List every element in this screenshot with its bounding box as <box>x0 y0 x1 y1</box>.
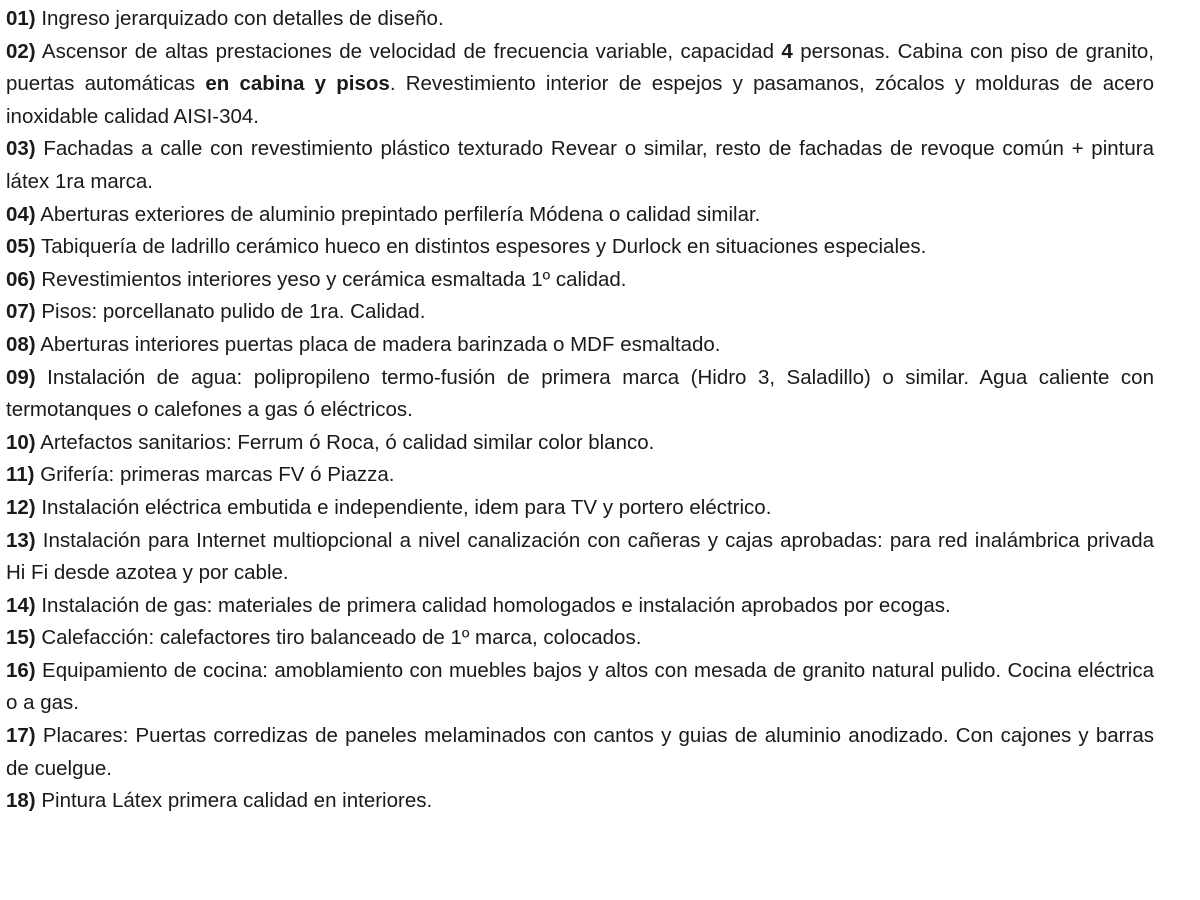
item-number: 11) <box>6 463 35 487</box>
spec-item-18 <box>6 785 1154 818</box>
spec-item-07 <box>6 296 1154 329</box>
item-text: Ingreso jerarquizado con detalles de diseño. <box>41 7 444 30</box>
specifications-document <box>6 3 1154 818</box>
item-text: Revestimientos interiores yeso y cerámica esmaltada 1º calidad. <box>41 267 627 291</box>
item-text: Pisos: porcellanato pulido de 1ra. Calidad. <box>41 300 426 324</box>
item-text-bold: en cabina y pisos <box>205 72 390 96</box>
item-text: Tabiquería de ladrillo cerámico hueco en distintos espesores y Durlock en situaciones especiales. <box>40 235 927 259</box>
spec-item-02 <box>6 36 1154 134</box>
item-number: 17) <box>6 724 36 748</box>
item-number: 02) <box>6 39 36 63</box>
item-number: 13) <box>6 528 36 552</box>
item-number: 16) <box>6 658 36 682</box>
item-number: 18) <box>6 789 36 813</box>
spec-item-14 <box>6 590 1154 623</box>
spec-item-12 <box>6 492 1154 525</box>
item-number: 10) <box>6 430 36 454</box>
item-text: Aberturas exteriores de aluminio prepintado perfilería Módena o calidad similar. <box>40 202 761 226</box>
spec-item-09 <box>6 362 1154 427</box>
spec-item-06 <box>6 264 1154 297</box>
item-number: 15) <box>6 626 36 650</box>
item-text: Fachadas a calle con revestimiento plástico texturado Revear o similar, resto de fachadas de revoque común + pintura látex 1ra marca. <box>6 137 1154 193</box>
item-text: Instalación para Internet multiopcional a nivel canalización con cañeras y cajas aprobadas: para red inalámbrica privada Hi Fi desde azotea y por cable. <box>6 528 1154 585</box>
spec-item-15 <box>6 622 1154 655</box>
spec-item-13 <box>6 525 1154 590</box>
item-text: Instalación de gas: materiales de primera calidad homologados e instalación aprobados por ecogas. <box>41 593 951 617</box>
item-number: 07) <box>6 300 36 324</box>
item-text: Calefacción: calefactores tiro balanceado de 1º marca, colocados. <box>41 626 642 650</box>
item-text: Equipamiento de cocina: amoblamiento con muebles bajos y altos con mesada de granito natural pulido. Cocina eléctrica o a gas. <box>6 658 1154 715</box>
spec-item-04 <box>6 199 1154 232</box>
item-text: Placares: Puertas corredizas de paneles melaminados con cantos y guias de aluminio anodizado. Con cajones y barras de cuelgue. <box>6 724 1154 780</box>
spec-item-01 <box>6 3 1154 36</box>
spec-item-16 <box>6 655 1154 720</box>
item-number: 14) <box>6 593 36 617</box>
item-number: 08) <box>6 332 36 356</box>
item-text: . Revestimiento interior de espejos y pasamanos, zócalos y molduras de acero inoxidable calidad AISI-304. <box>6 72 1154 128</box>
spec-item-05 <box>6 231 1154 264</box>
item-text: Grifería: primeras marcas FV ó Piazza. <box>40 463 395 487</box>
item-number: 09) <box>6 365 36 389</box>
item-text: Instalación eléctrica embutida e independiente, idem para TV y portero eléctrico. <box>41 495 772 519</box>
item-text: personas. Cabina con piso de granito, puertas automáticas <box>6 39 1154 96</box>
spec-item-17 <box>6 720 1154 785</box>
item-text: Ascensor de altas prestaciones de velocidad de frecuencia variable, capacidad <box>41 39 782 63</box>
spec-item-11 <box>6 459 1154 492</box>
spec-item-08 <box>6 329 1154 362</box>
item-number: 05) <box>6 235 36 259</box>
item-text: Instalación de agua: polipropileno termo-fusión de primera marca (Hidro 3, Saladillo) o similar. Agua caliente con termotanques o calefones a gas ó eléctricos. <box>6 365 1154 422</box>
item-number: 01) <box>6 7 36 30</box>
item-number: 12) <box>6 495 36 519</box>
spec-item-10 <box>6 427 1154 460</box>
item-number: 03) <box>6 137 36 161</box>
item-number: 06) <box>6 267 36 291</box>
item-text-bold: 4 <box>781 39 793 63</box>
item-text: Artefactos sanitarios: Ferrum ó Roca, ó calidad similar color blanco. <box>40 430 655 454</box>
item-number: 04) <box>6 202 36 226</box>
spec-item-03 <box>6 133 1154 198</box>
item-text: Aberturas interiores puertas placa de madera barinzada o MDF esmaltado. <box>40 332 721 356</box>
item-text: Pintura Látex primera calidad en interiores. <box>41 789 433 813</box>
